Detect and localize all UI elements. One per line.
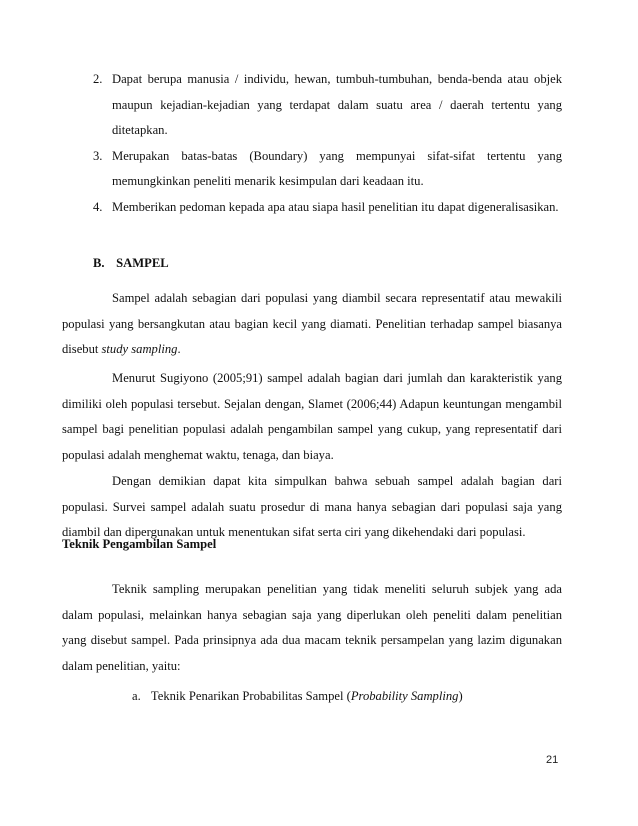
sub-item-italic: Probability Sampling [350,689,459,703]
subheading: Teknik Pengambilan Sampel [62,537,217,551]
list-item-text: Memberikan pedoman kepada apa atau siapa hasil penelitian itu dapat digeneralisasikan. [112,199,559,214]
paragraph-conclusion: Dengan demikian dapat kita simpulkan bahwa sebuah sampel adalah bagian dari populasi. Survei sampel adalah suatu prosedur di mana hanya sebagian dari populasi saja yang diambil dan dipergunakan untuk menentukan sifat serta ciri yang dikehendaki dari populasi. [62,474,562,539]
list-item [62,67,562,144]
paragraph-teknik: Teknik sampling merupakan penelitian yang tidak meneliti seluruh subjek yang ada dalam populasi, melainkan hanya sebagian saja yang diperlukan oleh peneliti dalam penelitian yang disebut sampel. Pada prinsipnya ada dua macam teknik persampelan yang lazim digunakan dalam penelitian, yaitu: [62,582,562,673]
sub-item-end: ) [458,689,463,703]
paragraph-end: . [177,342,181,356]
numbered-list [62,67,562,220]
list-item-text: Dapat berupa manusia / individu, hewan, tumbuh-tumbuhan, benda-benda atau objek maupun kejadian-kejadian yang terdapat dalam suatu area / daerah tertentu yang ditetapkan. [112,72,562,137]
section-heading [93,256,169,271]
list-item-number: 4. [93,199,103,214]
sub-item-text: Teknik Penarikan Probabilitas Sampel ( [150,689,351,703]
emphasis-text: study sampling [101,342,178,356]
section-title: SAMPEL [116,256,169,270]
section-label: B. [93,256,105,270]
sub-list-item [132,684,463,710]
sub-item-label: a. [132,689,141,703]
list-item [62,195,562,221]
page-number: 21 [546,754,559,766]
list-item-number: 2. [93,72,103,86]
paragraph-definition [62,286,562,363]
list-item-text: Merupakan batas-batas (Boundary) yang mempunyai sifat-sifat tertentu yang memungkinkan peneliti menarik kesimpulan dari keadaan itu. [112,148,562,188]
list-item-number: 3. [93,148,103,163]
paragraph-sugiyono: Menurut Sugiyono (2005;91) sampel adalah bagian dari jumlah dan karakteristik yang dimiliki oleh populasi tersebut. Sejalan dengan, Slamet (2006;44) Adapun keuntungan mengambil sampel bagi penelitian populasi adalah pengambilan sampel yang cukup, yang representatif dari populasi adalah menghemat waktu, tenaga, dan biaya. [62,371,562,462]
list-item [62,144,562,195]
paragraph-text: Sampel adalah sebagian dari populasi yang diambil secara representatif atau mewakili populasi yang bersangkutan atau bagian kecil yang diamati. Penelitian terhadap sampel biasanya disebut [62,291,562,356]
